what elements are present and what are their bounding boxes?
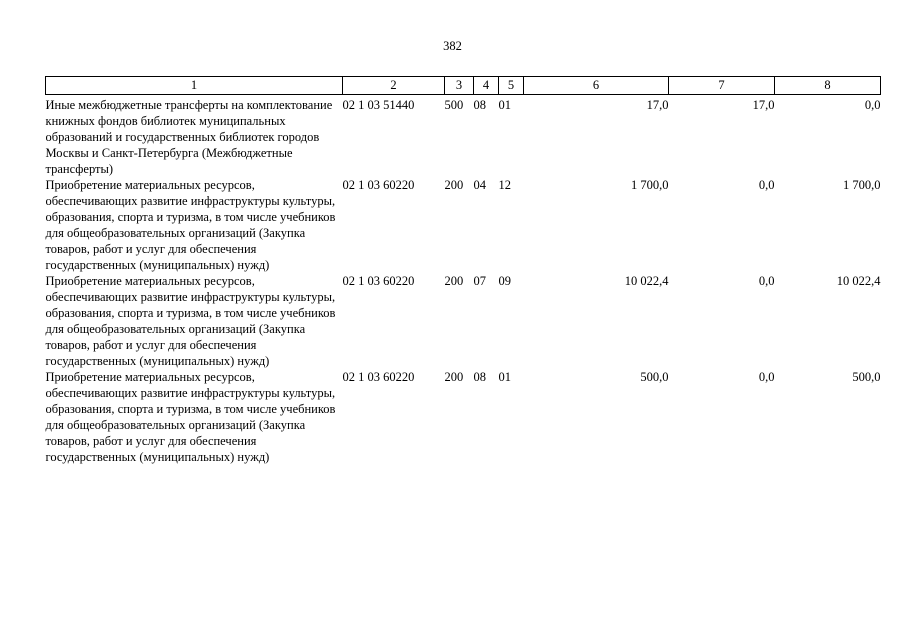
expense-name: Приобретение материальных ресурсов, обеспечивающих развитие инфраструктуры культуры, образования, спорта и туризма, в том числе учебников для общеобразовательных организаций (Закупка товаров, работ и услуг для обеспечения государственных (муниципальных) нужд) (45, 178, 336, 272)
subsection-code: 09 (498, 274, 511, 288)
amount-col6: 1 700,0 (631, 178, 669, 192)
program-code: 02 1 03 60220 (342, 274, 415, 288)
expense-name: Приобретение материальных ресурсов, обеспечивающих развитие инфраструктуры культуры, образования, спорта и туризма, в том числе учебников для общеобразовательных организаций (Закупка товаров, работ и услуг для обеспечения государственных (муниципальных) нужд) (45, 274, 336, 368)
program-code: 02 1 03 60220 (342, 178, 415, 192)
budget-table (45, 76, 881, 465)
section-code: 04 (473, 178, 486, 192)
table-header-row (46, 77, 881, 95)
subsection-code: 01 (498, 370, 511, 384)
expense-type-code: 200 (444, 178, 464, 192)
table-row (46, 369, 881, 465)
column-header-5: 5 (499, 77, 524, 95)
amount-col6: 10 022,4 (624, 274, 669, 288)
amount-col8: 500,0 (852, 370, 881, 384)
column-header-6: 6 (524, 77, 669, 95)
amount-col7: 0,0 (758, 178, 775, 192)
column-header-4: 4 (474, 77, 499, 95)
expense-type-code: 200 (444, 370, 464, 384)
column-header-7: 7 (669, 77, 775, 95)
subsection-code: 01 (498, 98, 511, 112)
amount-col7: 0,0 (758, 370, 775, 384)
table-row (46, 273, 881, 369)
subsection-code: 12 (498, 178, 511, 192)
amount-col8: 10 022,4 (836, 274, 881, 288)
amount-col6: 17,0 (646, 98, 669, 112)
table-row (46, 97, 881, 177)
expense-type-code: 200 (444, 274, 464, 288)
page-number: 382 (443, 39, 462, 53)
expense-name: Иные межбюджетные трансферты на комплектование книжных фондов библиотек муниципальных образований и государственных библиотек городов Москвы и Санкт-Петербурга (Межбюджетные трансферты) (45, 98, 333, 176)
column-header-2: 2 (343, 77, 445, 95)
column-header-8: 8 (775, 77, 881, 95)
program-code: 02 1 03 51440 (342, 98, 415, 112)
expense-type-code: 500 (444, 98, 464, 112)
column-header-1: 1 (46, 77, 343, 95)
section-code: 08 (473, 98, 486, 112)
program-code: 02 1 03 60220 (342, 370, 415, 384)
amount-col8: 1 700,0 (843, 178, 881, 192)
amount-col8: 0,0 (864, 98, 881, 112)
amount-col7: 17,0 (752, 98, 775, 112)
amount-col7: 0,0 (758, 274, 775, 288)
section-code: 07 (473, 274, 486, 288)
table-row (46, 177, 881, 273)
section-code: 08 (473, 370, 486, 384)
amount-col6: 500,0 (640, 370, 669, 384)
expense-name: Приобретение материальных ресурсов, обеспечивающих развитие инфраструктуры культуры, образования, спорта и туризма, в том числе учебников для общеобразовательных организаций (Закупка товаров, работ и услуг для обеспечения государственных (муниципальных) нужд) (45, 370, 336, 464)
column-header-3: 3 (445, 77, 474, 95)
